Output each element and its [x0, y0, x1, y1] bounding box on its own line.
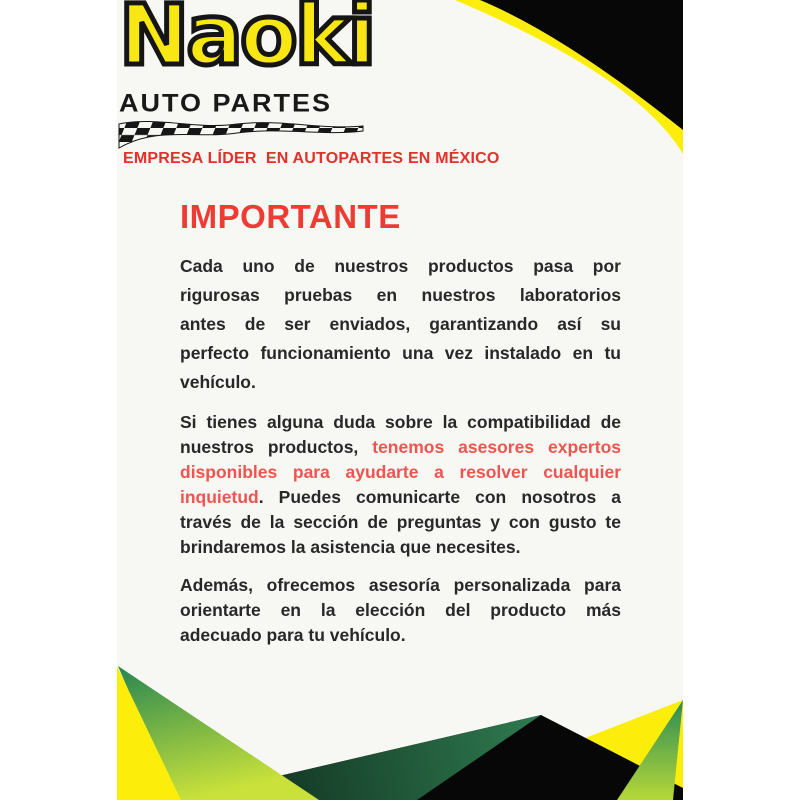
inline-text: orientarte en la elección del producto más: [180, 600, 621, 620]
inline-text: Cada uno de nuestros productos pasa por: [180, 256, 621, 276]
brand-tagline: EMPRESA LÍDER EN AUTOPARTES EN MÉXICO: [123, 150, 500, 167]
inline-text: nuestros productos,: [180, 437, 373, 457]
inline-text: rigurosas pruebas en nuestros laboratorios: [180, 285, 621, 305]
logo-text: Naoki: [119, 0, 374, 84]
inline-text: antes de ser enviados, garantizando así su: [180, 314, 621, 334]
text-line: [180, 368, 621, 397]
paragraph: [180, 573, 621, 648]
text-line: [180, 535, 621, 560]
inline-text: Si tienes alguna duda sobre la compatibilidad de: [180, 412, 621, 432]
inline-text: vehículo.: [180, 372, 256, 392]
inline-text: través de la sección de preguntas y con gusto te: [180, 512, 621, 532]
bottom-decoration: [117, 650, 683, 800]
inline-text: Además, ofrecemos asesoría personalizada para: [180, 575, 621, 595]
text-line: [180, 310, 621, 339]
text-line: [180, 573, 621, 598]
text-line: [180, 339, 621, 368]
flyer-card: [117, 0, 683, 800]
inline-highlight: inquietud: [180, 487, 259, 507]
text-line: [180, 435, 621, 460]
inline-highlight: tenemos asesores expertos: [372, 437, 621, 457]
paragraph: [180, 252, 621, 397]
checkered-flag-icon: [117, 114, 365, 154]
logo-subtext: AUTO PARTES: [119, 89, 333, 117]
inline-text: perfecto funcionamiento una vez instalado en tu: [180, 343, 621, 363]
text-line: [180, 460, 621, 485]
text-line: [180, 623, 621, 648]
inline-text: . Puedes comunicarte con nosotros a: [258, 487, 621, 507]
paragraph: [180, 410, 621, 560]
text-line: [180, 598, 621, 623]
text-line: [180, 252, 621, 281]
text-line: [180, 485, 621, 510]
text-line: [180, 510, 621, 535]
important-heading: IMPORTANTE: [180, 198, 401, 235]
inline-highlight: disponibles para ayudarte a resolver cualquier: [180, 462, 621, 482]
text-line: [180, 281, 621, 310]
text-line: [180, 410, 621, 435]
inline-text: adecuado para tu vehículo.: [180, 625, 406, 645]
body-paragraphs: [180, 252, 621, 661]
inline-text: brindaremos la asistencia que necesites.: [180, 537, 521, 557]
